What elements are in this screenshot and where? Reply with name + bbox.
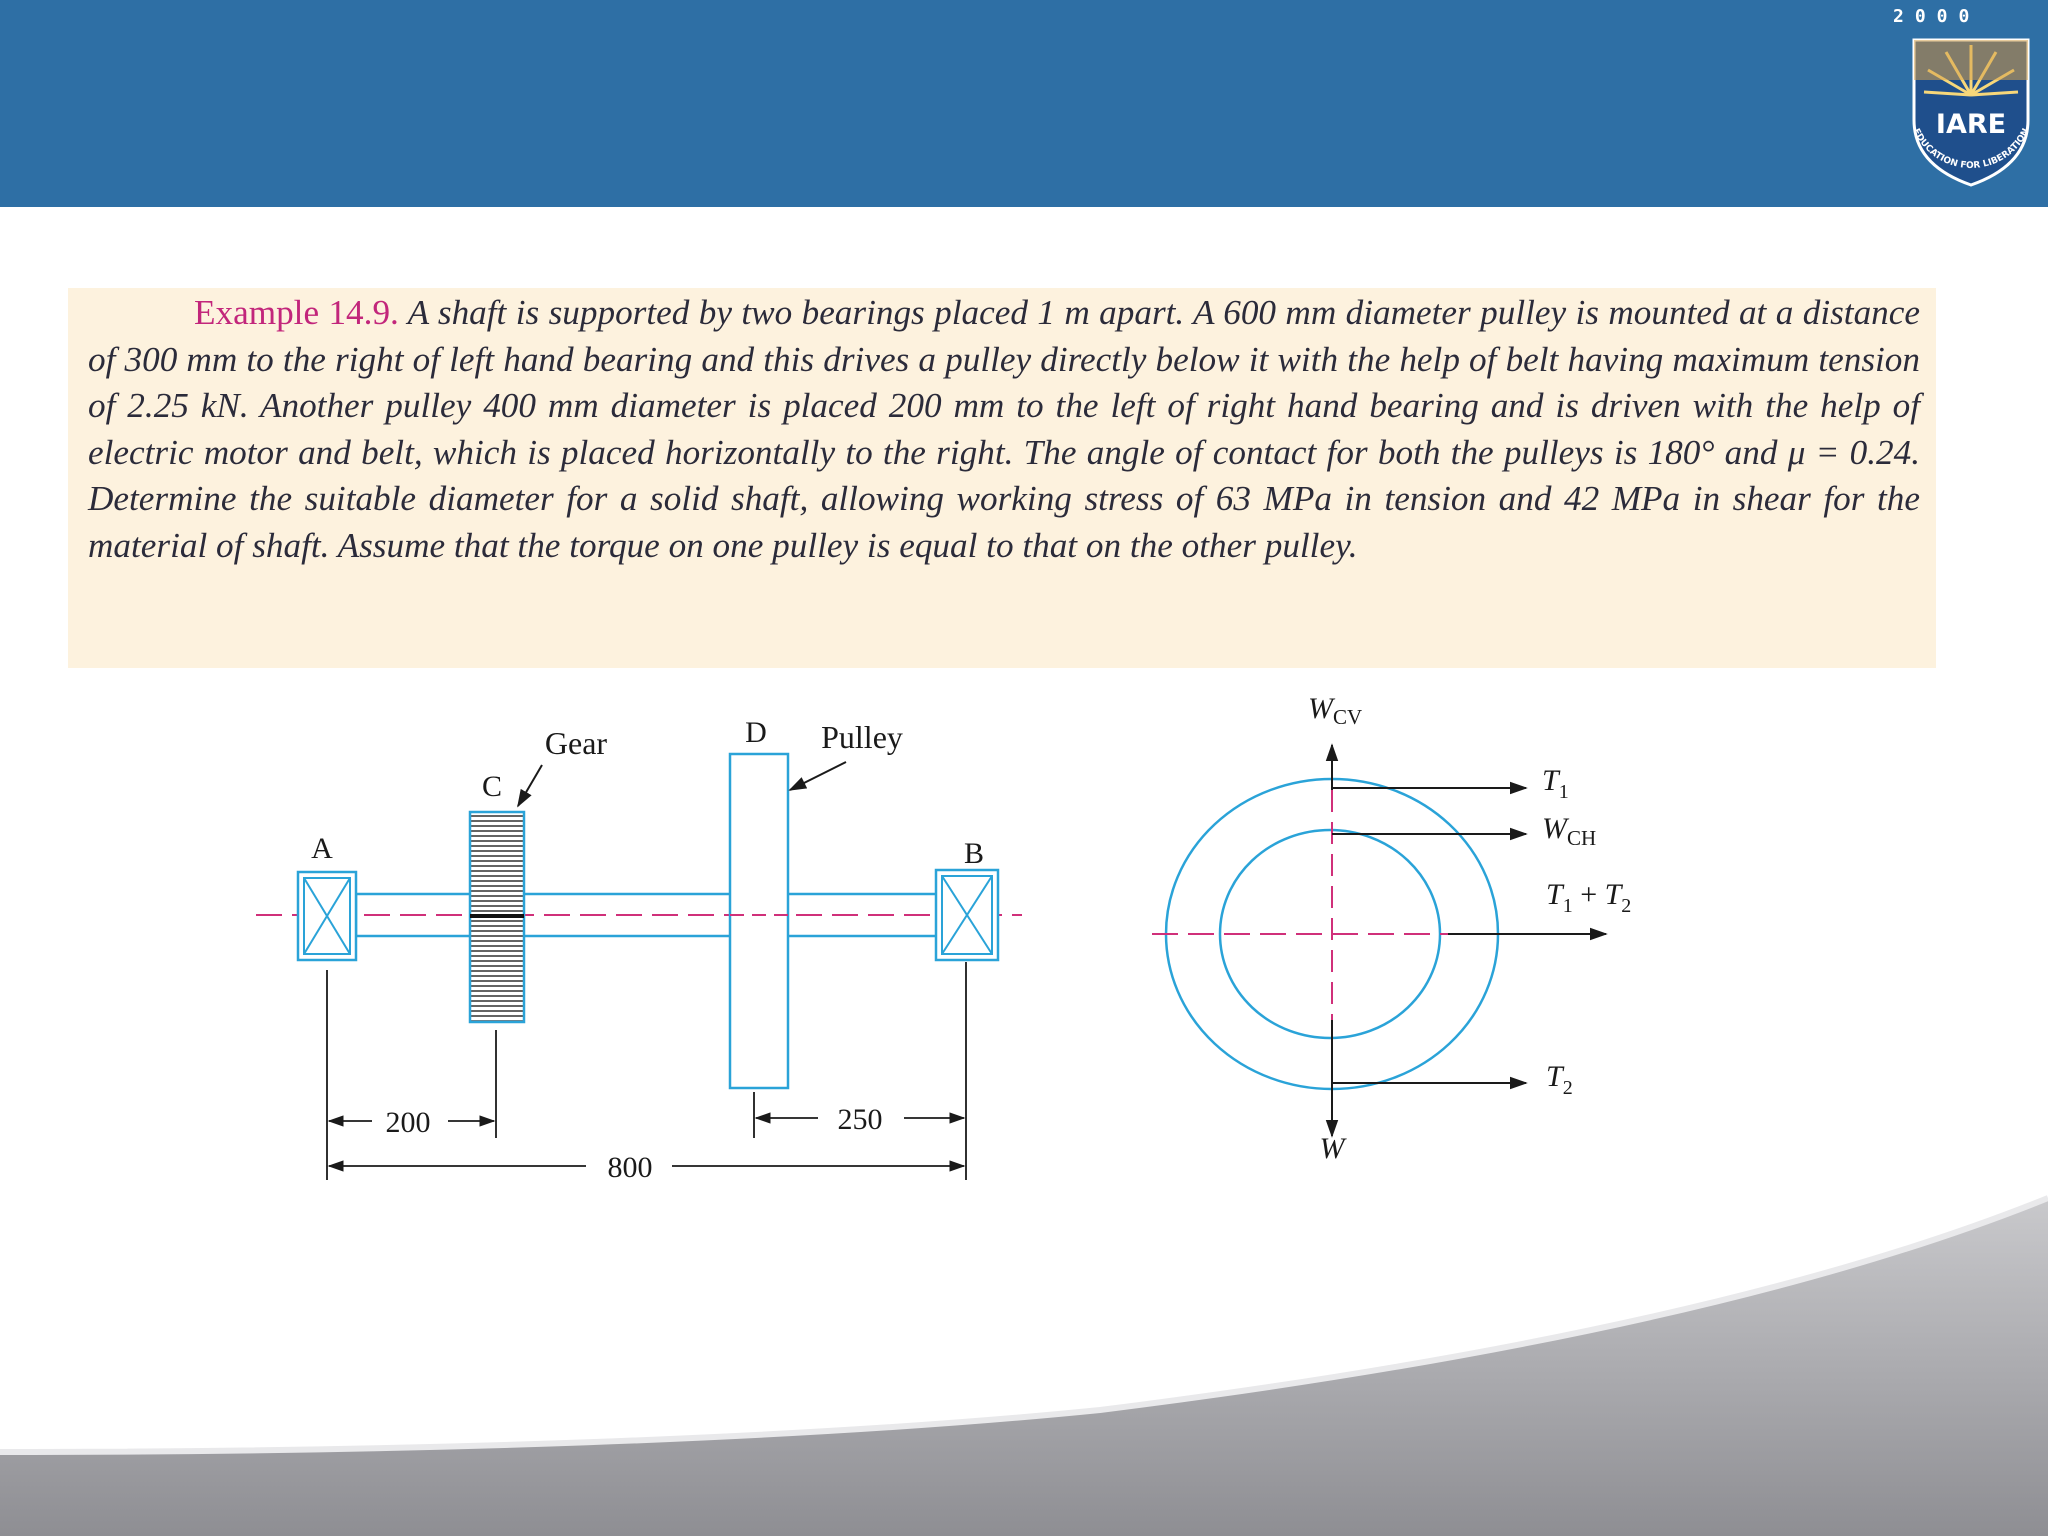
bearing-b [936,870,998,960]
t2-label: $T_2$ [1546,1060,1573,1099]
wch-label: $W_{CH}$ [1542,812,1597,850]
logo-name: IARE [1935,109,2007,140]
pulley-leader [790,762,846,790]
gear-label: Gear [544,725,608,761]
dimension-800 [329,1151,964,1184]
label-a: A [311,832,333,865]
gear-leader [518,765,542,806]
logo-motto: EDUCATION FOR LIBERATION [1910,127,2032,172]
force-diagram [1152,692,1631,1165]
shaft-assembly [256,716,1022,1184]
svg-text:250: 250 [837,1103,883,1136]
svg-text:800: 800 [607,1151,653,1184]
label-c: C [481,770,503,803]
pulley-d [730,754,788,1088]
bottom-swoosh [0,1190,2048,1536]
pulley-label: Pulley [821,719,903,755]
label-d: D [745,716,767,749]
header-band [0,0,2048,207]
problem-statement [88,290,1920,569]
iare-logo [1888,0,2048,207]
problem-body: A shaft is supported by two bearings placed 1 m apart. A 600 mm diameter pulley is mounted at a distance of 300 mm to the right of left hand bearing and this drives a pulley directly below it with the help of belt having maximum tension of 2.25 kN. Another pulley 400 mm diameter is placed 200 mm to the left of right hand bearing and is driven with the help of electric motor and belt, which is placed horizontally to the right. The angle of contact for both the pulleys is 180° and μ = 0.24. Determine the suitable diameter for a solid shaft, allowing working stress of 63 MPa in tension and 42 MPa in shear for the material of shaft. Assume that the torque on one pulley is equal to that on the other pulley. [88,293,1920,565]
label-b: B [963,837,985,870]
dimension-250 [756,1103,964,1136]
t1-plus-t2-label: $T_1 + T_2$ [1546,878,1632,917]
dimension-200 [329,1106,494,1139]
t1-label: $T_1$ [1542,764,1569,803]
example-label: Example 14.9. [194,293,399,332]
logo-year: 2000 [1893,6,1981,27]
svg-text:200: 200 [385,1106,431,1139]
bearing-a [298,872,356,960]
shaft-diagram [0,690,2048,1210]
wcv-label: $W_{CV}$ [1308,692,1363,729]
w-label: W [1319,1132,1345,1165]
